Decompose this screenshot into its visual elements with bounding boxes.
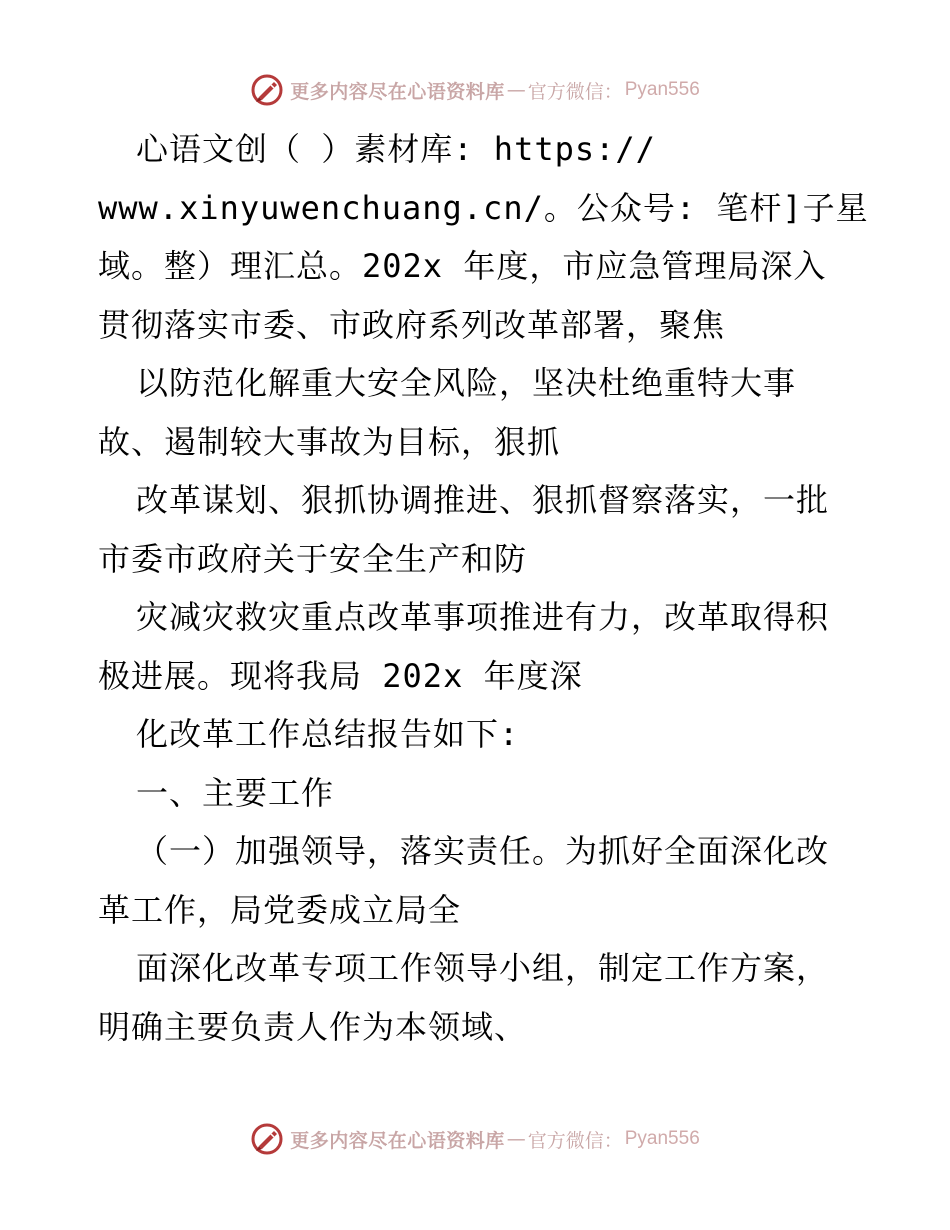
document-body — [98, 120, 868, 1056]
pen-logo-icon — [250, 73, 284, 107]
banner-wechat-id: Pyan556 — [624, 1128, 700, 1149]
footer-banner — [0, 1119, 950, 1159]
body-line: 极进展。现将我局 202x 年度深 — [98, 656, 583, 695]
body-line: 域。整）理汇总。202x 年度，市应急管理局深入 — [98, 247, 827, 285]
body-line: 明确主要负责人作为本领域、 — [98, 1007, 528, 1046]
banner-wechat-id: Pyan556 — [624, 79, 700, 100]
banner-main-text: 更多内容尽在心语资料库 — [290, 80, 505, 103]
body-line: 贯彻落实市委、市政府系列改革部署，聚焦 — [98, 305, 726, 344]
pen-logo-icon — [250, 1122, 284, 1156]
banner-wechat-label: 官方微信： — [527, 80, 623, 103]
body-line: 改革谋划、狠抓协调推进、狠抓督察落实，一批 — [136, 481, 830, 519]
banner-main-text: 更多内容尽在心语资料库 — [290, 1129, 505, 1152]
body-line: 灾减灾救灾重点改革事项推进有力，改革取得积 — [136, 598, 830, 636]
body-line: 市委市政府关于安全生产和防 — [98, 539, 528, 578]
banner-dash: — — [506, 79, 526, 101]
banner-dash: — — [506, 1128, 526, 1150]
body-line: 以防范化解重大安全风险，坚决杜绝重特大事 — [136, 364, 797, 402]
body-line: 化改革工作总结报告如下: — [136, 715, 520, 753]
body-line: 革工作，局党委成立局全 — [98, 890, 462, 929]
section-heading: 一、主要工作 — [136, 773, 335, 812]
body-line: （一）加强领导，落实责任。为抓好全面深化改 — [136, 832, 830, 870]
body-line: www.xinyuwenchuang.cn/。公众号: 笔杆]子星 — [98, 188, 869, 227]
header-banner-inner — [250, 73, 700, 107]
banner-wechat-label: 官方微信： — [527, 1129, 623, 1152]
body-line: 故、遏制较大事故为目标，狠抓 — [98, 422, 561, 461]
body-line: 面深化改革专项工作领导小组，制定工作方案， — [136, 949, 830, 987]
header-banner — [0, 70, 950, 110]
footer-banner-inner — [250, 1122, 700, 1156]
body-line: 心语文创（ ）素材库: https:// — [136, 130, 656, 168]
